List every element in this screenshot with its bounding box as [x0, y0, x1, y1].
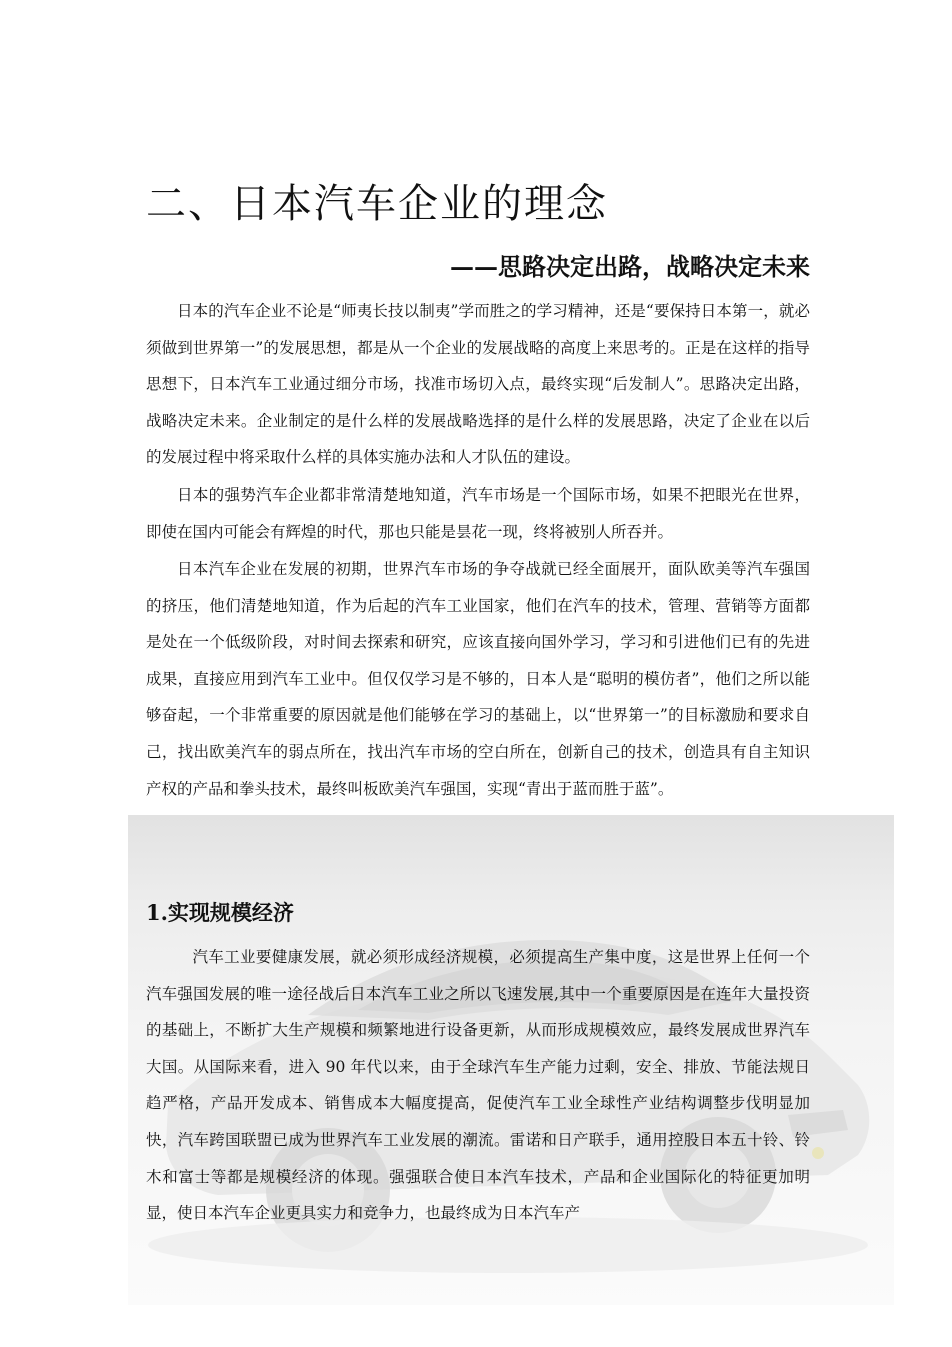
section-heading: 1.实现规模经济 — [146, 900, 294, 925]
page-title: 二、日本汽车企业的理念 — [146, 181, 608, 227]
paragraph: 日本汽车企业在发展的初期，世界汽车市场的争夺战就已经全面展开，面队欧美等汽车强国的挤压，他们清楚地知道，作为后起的汽车工业国家，他们在汽车的技术，管理、营销等方面都是处在一个低级阶段，对时间去探索和研究，应该直接向国外学习，学习和引进他们已有的先进成果，直接应用到汽车工业中。但仅仅学习是不够的，日本人是“聪明的模仿者”，他们之所以能够奋起，一个非常重要的原因就是他们能够在学习的基础上，以“世界第一”的目标激励和要求自己，找出欧美汽车的弱点所在，找出汽车市场的空白所在，创新自己的技术，创造具有自主知识产权的产品和拳头技术，最终叫板欧美汽车强国，实现“青出于蓝而胜于蓝”。 — [146, 560, 810, 798]
paragraph: 日本的强势汽车企业都非常清楚地知道，汽车市场是一个国际市场，如果不把眼光在世界，即使在国内可能会有辉煌的时代，那也只能是昙花一现，终将被别人所吞并。 — [146, 486, 810, 541]
page-subtitle: ——思路决定出路，战略决定未来 — [450, 252, 810, 281]
paragraph: 日本的汽车企业不论是“师夷长技以制夷”学而胜之的学习精神，还是“要保持日本第一，就必须做到世界第一”的发展思想，都是从一个企业的发展战略的高度上来思考的。正是在这样的指导思想下，日本汽车工业通过细分市场，找准市场切入点，最终实现“后发制人”。思路决定出路，战略决定未来。企业制定的是什么样的发展战略选择的是什么样的发展思路，决定了企业在以后的发展过程中将采取什么样的具体实施办法和人才队伍的建设。 — [146, 302, 810, 467]
section-paragraph: 汽车工业要健康发展，就必须形成经济规模，必须提高生产集中度，这是世界上任何一个汽车强国发展的唯一途径战后日本汽车工业之所以飞速发展,其中一个重要原因是在连年大量投资的基础上，不断扩大生产规模和频繁地进行设备更新，从而形成规模效应，最终发展成世界汽车大国。从国际来看，进入 90 年代以来，由于全球汽车生产能力过剩，安全、排放、节能法规日趋严格，产品开发成本、销售成本大幅度提高，促使汽车工业全球性产业结构调整步伐明显加快，汽车跨国联盟已成为世界汽车工业发展的潮流。雷诺和日产联手，通用控股日本五十铃、铃木和富士等都是规模经济的体现。强强联合使日本汽车技术，产品和企业国际化的特征更加明显，使日本汽车企业更具实力和竞争力，也最终成为日本汽车产 — [146, 948, 810, 1223]
